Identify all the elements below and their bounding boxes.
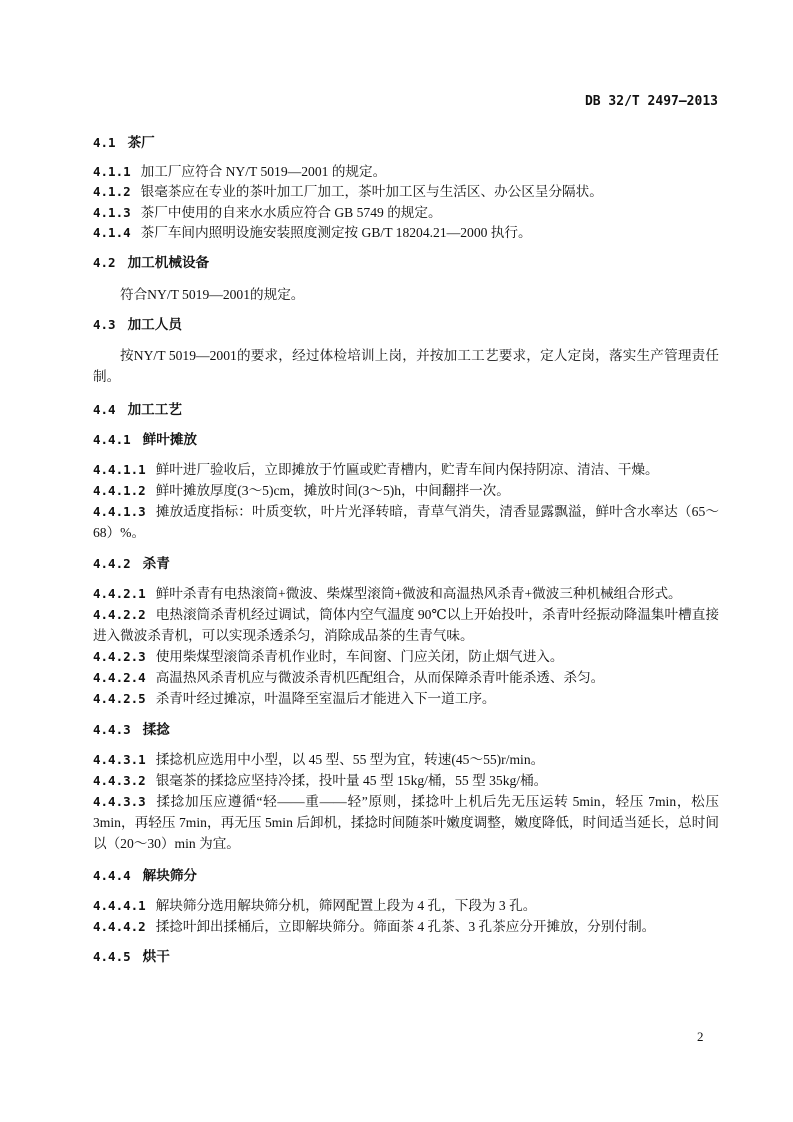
heading-text: 加工工艺 [127, 402, 182, 418]
heading-text: 茶厂 [127, 135, 155, 151]
clause-text: 高温热风杀青机应与微波杀青机匹配组合，从而保障杀青叶能杀透、杀匀。 [155, 670, 605, 685]
heading-text: 鲜叶摊放 [142, 432, 198, 448]
clause-text: 符合NY/T 5019—2001的规定。 [120, 287, 305, 302]
clause-paragraph [93, 459, 719, 480]
page-number: 2 [697, 1029, 704, 1044]
heading-text: 加工机械设备 [127, 255, 210, 271]
clause-text: 按NY/T 5019—2001的要求，经过体检培训上岗，并按加工工艺要求，定人定岗，落实生产管理责任制。 [93, 348, 719, 384]
clause-paragraph [93, 161, 719, 182]
clause-paragraph [93, 791, 719, 854]
clause-number: 4.4.2.5 [93, 691, 146, 706]
clause-number: 4.4.3.3 [93, 794, 146, 809]
clause-text: 茶厂车间内照明设施安装照度测定按 GB/T 18204.21—2000 执行。 [140, 225, 532, 240]
clause-paragraph [93, 749, 719, 770]
clause-text: 杀青叶经过摊凉，叶温降至室温后才能进入下一道工序。 [155, 691, 496, 706]
clause-paragraph [93, 604, 719, 646]
clause-text: 鲜叶进厂验收后，立即摊放于竹匾或贮青槽内，贮青车间内保持阴凉、清洁、干燥。 [155, 462, 659, 477]
clause-text: 茶厂中使用的自来水水质应符合 GB 5749 的规定。 [140, 205, 442, 220]
clause-paragraph [93, 667, 719, 688]
clause-number: 4.1.3 [93, 205, 131, 220]
clause-paragraph [93, 345, 719, 387]
clause-number: 4.4.4.2 [93, 919, 146, 934]
clause-text: 摊放适度指标：叶质变软，叶片光泽转暗，青草气消失，清香显露飘溢，鲜叶含水率达（65～68）%。 [93, 504, 719, 540]
clause-number: 4.3 [93, 317, 116, 332]
clause-number: 4.4.2 [93, 556, 131, 571]
clause-number: 4.4.1.1 [93, 462, 146, 477]
clause-number: 4.4.1.3 [93, 504, 146, 519]
heading-text: 加工人员 [127, 317, 182, 333]
clause-paragraph [93, 646, 719, 667]
clause-text: 解块筛分选用解块筛分机，筛网配置上段为 4 孔，下段为 3 孔。 [155, 898, 537, 913]
section-heading [93, 429, 719, 451]
clause-number: 4.4 [93, 402, 116, 417]
section-heading [93, 946, 719, 968]
clause-paragraph [93, 222, 719, 243]
clause-paragraph [93, 480, 719, 501]
clause-text: 使用柴煤型滚筒杀青机作业时，车间窗、门应关闭，防止烟气进入。 [155, 649, 564, 664]
clause-number: 4.1.1 [93, 164, 131, 179]
clause-paragraph [93, 916, 719, 937]
clause-number: 4.4.4 [93, 868, 131, 883]
clause-number: 4.4.2.1 [93, 586, 146, 601]
clause-text: 揉捻加压应遵循“轻——重——轻”原则，揉捻叶上机后先无压运转 5min，轻压 7min，松压 3min，再轻压 7min，再无压 5min 后卸机，揉捻时间随茶叶嫩度调整，嫩度降低，时间适当延长，总时间以（20～30）min 为宜。 [93, 794, 719, 851]
clause-text: 加工厂应符合 NY/T 5019—2001 的规定。 [140, 164, 387, 179]
section-heading [93, 252, 719, 274]
clause-number: 4.4.3.2 [93, 773, 146, 788]
clause-paragraph [93, 202, 719, 223]
clause-number: 4.2 [93, 255, 116, 270]
heading-text: 烘干 [142, 949, 170, 965]
heading-text: 解块筛分 [142, 868, 198, 884]
clause-number: 4.1 [93, 135, 116, 150]
document-code-header: DB 32/T 2497—2013 [584, 94, 718, 109]
clause-text: 鲜叶杀青有电热滚筒+微波、柴煤型滚筒+微波和高温热风杀青+微波三种机械组合形式。 [155, 586, 682, 601]
clause-text: 揉捻叶卸出揉桶后，立即解块筛分。筛面茶 4 孔茶、3 孔茶应分开摊放，分别付制。 [155, 919, 656, 934]
clause-number: 4.4.2.4 [93, 670, 146, 685]
section-heading [93, 399, 719, 421]
clause-number: 4.4.3 [93, 722, 131, 737]
clause-text: 银毫茶应在专业的茶叶加工厂加工，茶叶加工区与生活区、办公区呈分隔状。 [140, 184, 603, 199]
clause-paragraph [93, 688, 719, 709]
clause-text: 揉捻机应选用中小型，以 45 型、55 型为宜，转速(45～55)r/min。 [155, 752, 545, 767]
clause-number: 4.4.2.3 [93, 649, 146, 664]
clause-text: 电热滚筒杀青机经过调试，筒体内空气温度 90℃以上开始投叶，杀青叶经振动降温集叶槽直接进入微波杀青机，可以实现杀透杀匀，消除成品茶的生青气味。 [93, 607, 719, 643]
clause-paragraph [93, 181, 719, 202]
section-heading [93, 553, 719, 575]
clause-text: 银毫茶的揉捻应坚持冷揉，投叶量 45 型 15kg/桶，55 型 35kg/桶。 [155, 773, 548, 788]
heading-text: 杀青 [142, 556, 170, 572]
clause-number: 4.4.1.2 [93, 483, 146, 498]
clause-paragraph [93, 770, 719, 791]
clause-paragraph [93, 501, 719, 543]
clause-number: 4.1.2 [93, 184, 131, 199]
clause-number: 4.4.2.2 [93, 607, 146, 622]
clause-number: 4.4.1 [93, 432, 131, 447]
clause-number: 4.4.4.1 [93, 898, 146, 913]
heading-text: 揉捻 [142, 722, 170, 738]
section-heading [93, 314, 719, 336]
clause-number: 4.4.3.1 [93, 752, 146, 767]
clause-text: 鲜叶摊放厚度(3～5)cm，摊放时间(3～5)h，中间翻拌一次。 [155, 483, 510, 498]
section-heading [93, 719, 719, 741]
section-heading [93, 865, 719, 887]
clause-paragraph [93, 583, 719, 604]
clause-number: 4.4.5 [93, 949, 131, 964]
section-heading [93, 132, 719, 154]
clause-paragraph [93, 895, 719, 916]
clause-paragraph [93, 284, 719, 305]
clause-number: 4.1.4 [93, 225, 131, 240]
